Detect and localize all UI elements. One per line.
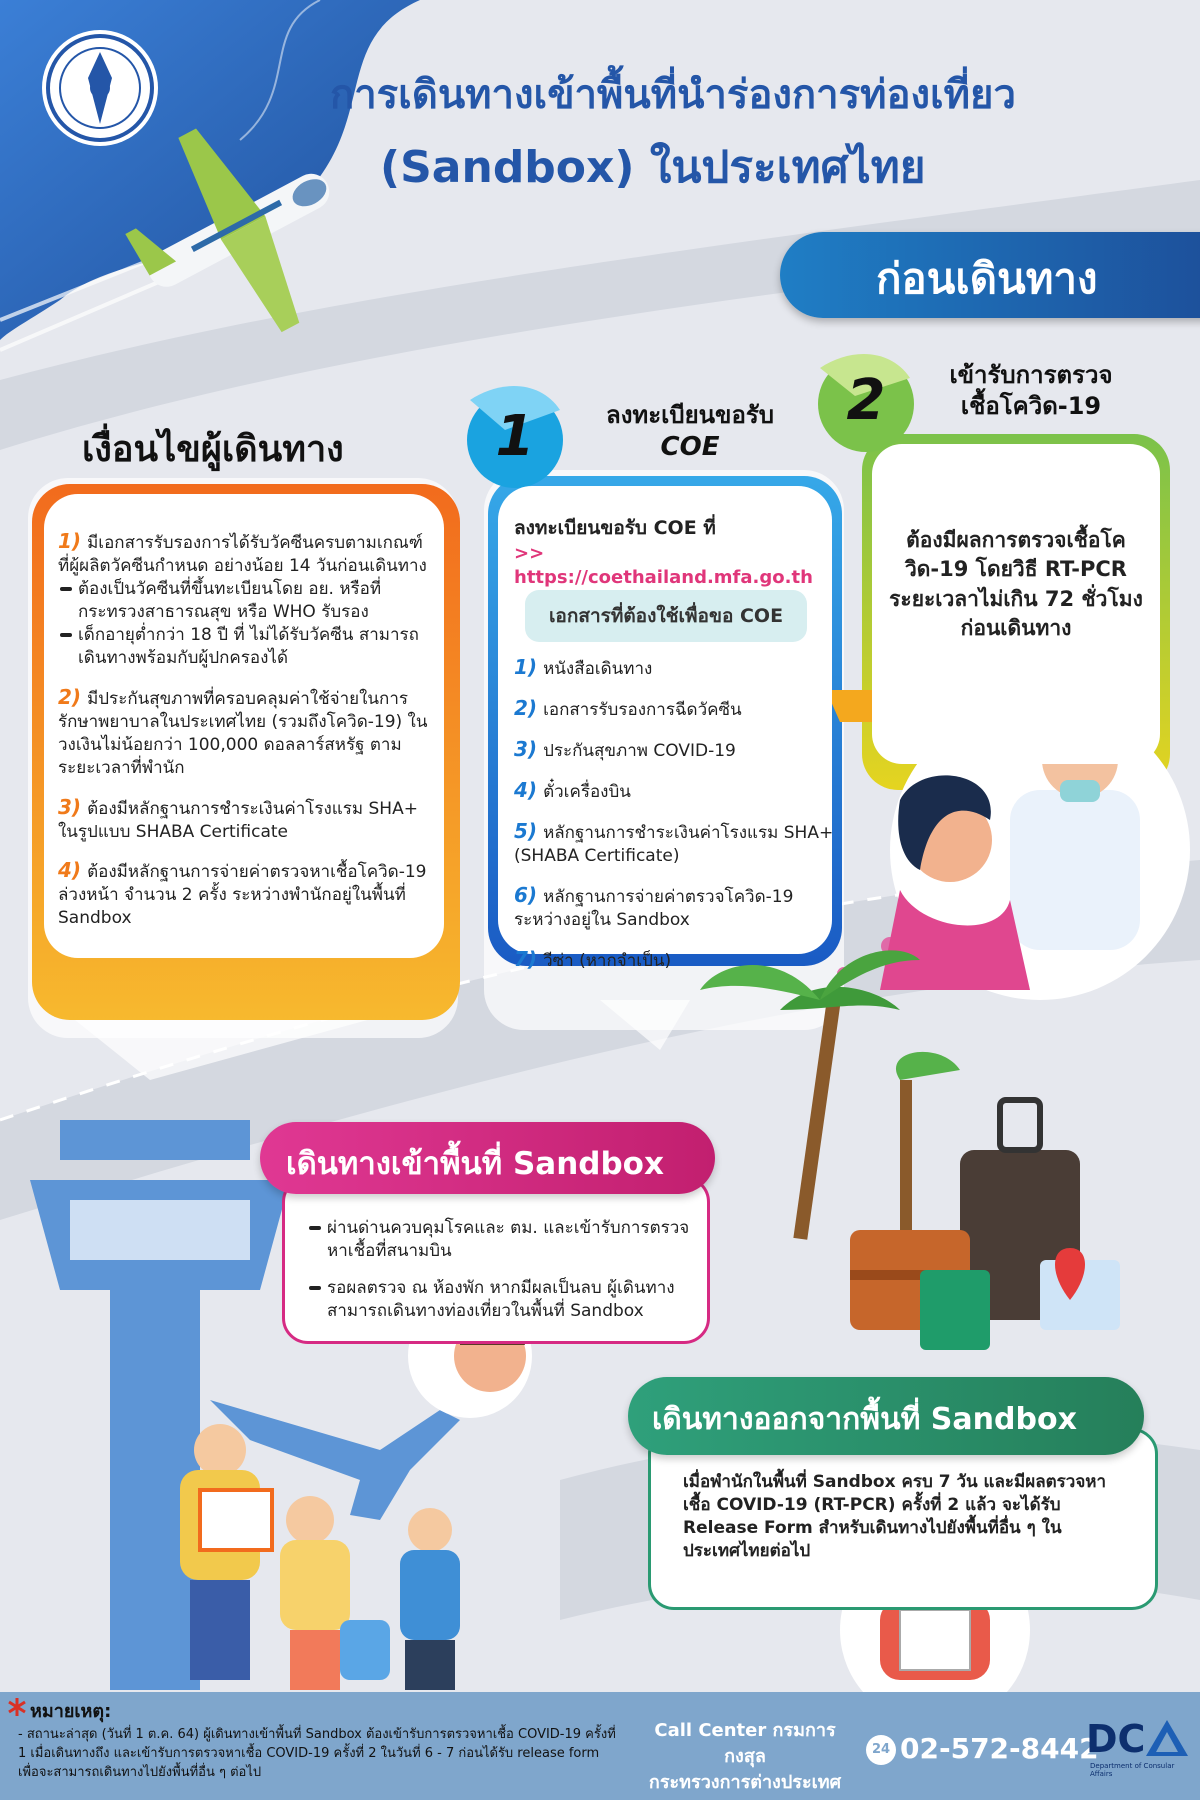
condition-item: 2) มีประกันสุขภาพที่ครอบคลุมค่าใช้จ่ายในการรักษาพยาบาลในประเทศไทย (รวมถึงโควิด-19) ในวงเงินไม่น้อยกว่า 100,000 ดอลลาร์สหรัฐ ตามระยะเวลาที่พำนัก xyxy=(58,684,428,778)
condition-subitem: ต้องเป็นวัคซีนที่ขึ้นทะเบียนโดย อย. หรือที่กระทรวงสาธารณสุข หรือ WHO รับรอง xyxy=(58,578,434,624)
page-title-line2: (Sandbox) ในประเทศไทย xyxy=(380,142,926,193)
conditions-heading: เงื่อนไขผู้เดินทาง xyxy=(82,429,344,470)
coe-doc-item: 3) ประกันสุขภาพ COVID-19 xyxy=(514,737,736,761)
step1-title: ลงทะเบียนขอรับ COE xyxy=(606,401,774,463)
step2-badge: 2 xyxy=(846,368,886,433)
covid-test-text: ต้องมีผลการตรวจเชื้อโควิด-19 โดยวิธี RT-PCR ระยะเวลาไม่เกิน 72 ชั่วโมงก่อนเดินทาง xyxy=(889,528,1143,641)
condition-subitem: เด็กอายุต่ำกว่า 18 ปี ที่ ไม่ได้รับวัคซีน สามารถเดินทางพร้อมกับผู้ปกครองได้ xyxy=(58,624,434,670)
before-travel-label: ก่อนเดินทาง xyxy=(780,232,1200,318)
coe-register-text: ลงทะเบียนขอรับ COE ที่ xyxy=(514,517,716,539)
call-center-text: Call Center กรมการกงสุล กระทรวงการต่างประเทศ xyxy=(648,1720,842,1794)
coe-doc-item: 6) หลักฐานการจ่ายค่าตรวจโควิด-19 ระหว่างอยู่ใน Sandbox xyxy=(514,882,794,930)
coe-doc-item: 7) วีซ่า (หากจำเป็น) xyxy=(514,946,672,971)
enter-sandbox-title: เดินทางเข้าพื้นที่ Sandbox xyxy=(260,1122,715,1194)
coe-docs-label: เอกสารที่ต้องใช้เพื่อขอ COE xyxy=(525,590,807,642)
note-title: หมายเหตุ: xyxy=(30,1701,112,1722)
dca-logo-triangle-icon xyxy=(1144,1718,1190,1758)
phone-24h-icon: 24 xyxy=(866,1735,896,1765)
dca-logo-subtitle: Department of Consular Affairs xyxy=(1090,1762,1175,1778)
enter-sandbox-item: รอผลตรวจ ณ ห้องพัก หากมีผลเป็นลบ ผู้เดินทางสามารถเดินทางท่องเที่ยวในพื้นที่ Sandbox xyxy=(307,1277,691,1323)
dca-logo: DC xyxy=(1086,1717,1146,1761)
condition-item: 1) มีเอกสารรับรองการได้รับวัคซีนครบตามเกณฑ์ที่ผู้ผลิตวัคซีนกำหนด อย่างน้อย 14 วันก่อนเดินทาง ต้องเป็นวัคซีนที่ขึ้นทะเบียนโดย อย. หรือที่กระทรวงสาธารณสุข หรือ WHO รับรอง เด็กอายุต่ำกว่า 18 ปี ที่ ไม่ได้รับวัคซีน สามารถเดินทางพร้อมกับผู้ปกครองได้ xyxy=(58,528,434,670)
asterisk-icon xyxy=(6,1696,28,1718)
exit-sandbox-title: เดินทางออกจากพื้นที่ Sandbox xyxy=(628,1377,1144,1455)
coe-link[interactable]: >> https://coethailand.mfa.go.th xyxy=(514,542,813,588)
enter-sandbox-item: ผ่านด่านควบคุมโรคและ ตม. และเข้ารับการตรวจหาเชื้อที่สนามบิน xyxy=(307,1217,691,1263)
step1-badge: 1 xyxy=(495,404,535,469)
condition-item: 3) ต้องมีหลักฐานการชำระเงินค่าโรงแรม SHA+ ในรูปแบบ SHABA Certificate xyxy=(58,794,418,842)
note-text: - สถานะล่าสุด (วันที่ 1 ต.ค. 64) ผู้เดินทางเข้าพื้นที่ Sandbox ต้องเข้ารับการตรวจหาเชื้อ COVID-19 ครั้งที่ 1 เมื่อเดินทางถึง และเข้ารับการตรวจหาเชื้อ COVID-19 ครั้งที่ 2 ในวันที่ 6 - 7 ก่อนได้รับ release form เพื่อจะสามารถเดินทางไปยังพื้นที่อื่น ๆ ต่อไป xyxy=(18,1727,616,1780)
coe-doc-item: 5) หลักฐานการชำระเงินค่าโรงแรม SHA+ (SHABA Certificate) xyxy=(514,819,834,866)
enter-sandbox-card xyxy=(282,1176,710,1344)
page-title-line1: การเดินทางเข้าพื้นที่นำร่องการท่องเที่ยว xyxy=(330,72,1016,118)
coe-doc-item: 2) เอกสารรับรองการฉีดวัคซีน xyxy=(514,696,742,720)
step2-title: เข้ารับการตรวจ เชื้อโควิด-19 xyxy=(949,361,1113,421)
coe-docs-list xyxy=(514,654,834,987)
exit-sandbox-text: เมื่อพำนักในพื้นที่ Sandbox ครบ 7 วัน และมีผลตรวจหาเชื้อ COVID-19 (RT-PCR) ครั้งที่ 2 แล้ว จะได้รับ Release Form สำหรับเดินทางไปยังพื้นที่อื่น ๆ ในประเทศไทยต่อไป xyxy=(683,1472,1107,1561)
covid-test-card xyxy=(872,444,1160,764)
coe-doc-item: 4) ตั๋วเครื่องบิน xyxy=(514,778,631,802)
conditions-card xyxy=(44,494,444,958)
exit-sandbox-card xyxy=(648,1428,1158,1610)
coe-doc-item: 1) หนังสือเดินทาง xyxy=(514,655,653,679)
government-emblem-icon xyxy=(42,30,158,146)
condition-item: 4) ต้องมีหลักฐานการจ่ายค่าตรวจหาเชื้อโควิด-19 ล่วงหน้า จำนวน 2 ครั้ง ระหว่างพำนักอยู่ในพื้นที่ Sandbox xyxy=(58,858,427,929)
phone-number[interactable]: 02-572-8442 xyxy=(900,1732,1099,1765)
